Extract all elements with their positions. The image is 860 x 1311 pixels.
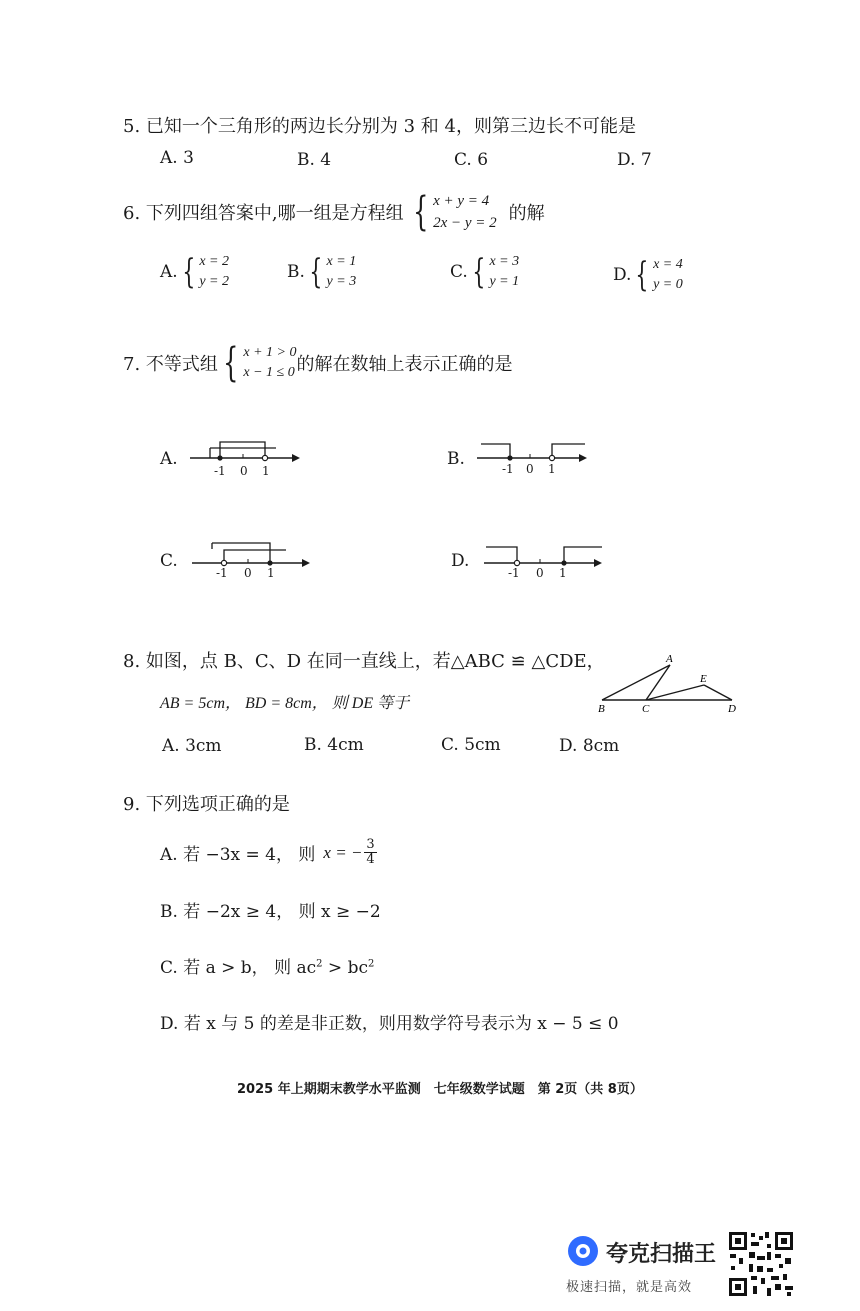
q7-system-line-1: x + 1 > 0 <box>243 345 297 360</box>
scanner-logo-icon <box>566 1234 600 1268</box>
q7-inequality-system <box>218 340 297 386</box>
q7-option-b-label: B. <box>447 449 465 469</box>
q6-option-c-label: C. <box>450 262 468 282</box>
q8-label-e: E <box>700 673 707 685</box>
q9-option-c-exponent-2: 2 <box>368 958 375 970</box>
q6-b-line-2: y = 3 <box>326 274 357 289</box>
q7-option-c-number-line <box>190 535 320 585</box>
q7-c-tick-1: 1 <box>267 566 275 580</box>
q7-d-tick-neg1: -1 <box>508 566 520 580</box>
q9-option-b: B. 若 −2x ≥ 4， 则 x ≥ −2 <box>160 902 381 922</box>
q9-option-a-x: x = − <box>323 842 363 862</box>
q6-option-a-label: A. <box>160 262 178 282</box>
q7-a-tick-0: 0 <box>240 464 248 478</box>
q7-d-tick-1: 1 <box>559 566 567 580</box>
q6-option-d <box>613 255 683 295</box>
q6-stem-prefix: 6. 下列四组答案中,哪一组是方程组 <box>123 203 404 224</box>
left-brace-icon: { <box>309 252 323 292</box>
q7-c-tick-0: 0 <box>244 566 252 580</box>
q6-option-c <box>450 252 519 292</box>
q6-a-line-2: y = 2 <box>199 274 229 289</box>
scanner-brand-slogan: 极速扫描，就是高效 <box>566 1280 693 1295</box>
q8-option-a: A. 3cm <box>162 736 222 756</box>
q7-b-tick-0: 0 <box>526 462 534 476</box>
q7-option-a-label: A. <box>160 449 178 469</box>
q7-option-b-number-line <box>475 432 595 482</box>
q9-option-c-exponent-1: 2 <box>316 958 323 970</box>
q7-option-d-number-line <box>482 535 612 585</box>
left-brace-icon: { <box>412 189 428 235</box>
q6-option-b <box>287 252 356 292</box>
page-footer: 2025 年上期期末教学水平监测 七年级数学试题 第 2页（共 8页） <box>237 1082 643 1097</box>
q9-option-a-prefix: A. 若 −3x = 4， 则 <box>160 845 316 865</box>
q6-option-a <box>160 252 229 292</box>
q7-option-c-label: C. <box>160 551 178 571</box>
q9-option-d: D. 若 x 与 5 的差是非正数，则用数学符号表示为 x − 5 ≤ 0 <box>160 1014 619 1034</box>
q5-option-d: D. 7 <box>617 150 652 170</box>
q6-b-line-1: x = 1 <box>326 254 357 269</box>
q7-stem-prefix: 7. 不等式组 <box>123 354 218 375</box>
q7-system-line-2: x − 1 ≤ 0 <box>243 365 295 380</box>
q5-option-a: A. 3 <box>160 148 194 168</box>
q7-d-tick-0: 0 <box>536 566 544 580</box>
q7-b-tick-neg1: -1 <box>502 462 514 476</box>
q9-option-a <box>160 838 377 867</box>
q7-c-tick-neg1: -1 <box>216 566 228 580</box>
left-brace-icon: { <box>222 340 239 386</box>
q8-stem-line-1: 8. 如图，点 B、C、D 在同一直线上，若△ABC ≌ △CDE， <box>123 651 605 672</box>
q7-a-tick-1: 1 <box>262 464 270 478</box>
q7-a-tick-neg1: -1 <box>214 464 226 478</box>
left-brace-icon: { <box>635 255 649 295</box>
q8-option-b: B. 4cm <box>304 735 364 755</box>
q5-option-b: B. 4 <box>297 150 332 170</box>
q6-stem-suffix: 的解 <box>508 203 545 224</box>
q5-option-c: C. 6 <box>454 150 489 170</box>
q6-option-b-label: B. <box>287 262 305 282</box>
q7-b-tick-1: 1 <box>548 462 556 476</box>
q8-option-d: D. 8cm <box>559 736 620 756</box>
q6-system-line-1: x + y = 4 <box>433 193 490 209</box>
q8-label-d: D <box>728 703 736 715</box>
q9-fraction-numerator: 3 <box>366 837 375 852</box>
q6-c-line-1: x = 3 <box>489 254 520 269</box>
q8-label-a: A <box>666 653 673 665</box>
q7-stem-suffix: 的解在数轴上表示正确的是 <box>296 354 513 375</box>
q7-option-d-label: D. <box>451 551 470 571</box>
q8-option-c: C. 5cm <box>441 735 501 755</box>
q7-option-a-number-line <box>188 432 308 482</box>
q9-option-c-prefix: C. 若 a > b， 则 ac <box>160 958 317 978</box>
q6-equation-system <box>408 190 497 234</box>
left-brace-icon: { <box>472 252 486 292</box>
q5-stem: 5. 已知一个三角形的两边长分别为 3 和 4，则第三边长不可能是 <box>123 116 636 137</box>
q8-label-c: C <box>642 703 650 715</box>
left-brace-icon: { <box>182 252 195 292</box>
q6-d-line-1: x = 4 <box>653 257 683 272</box>
scanner-brand-name: 夸克扫描王 <box>606 1242 717 1267</box>
q7-stem <box>123 340 513 386</box>
qr-code-icon <box>727 1230 795 1298</box>
q9-option-a-fraction <box>364 838 376 867</box>
q9-option-c <box>160 953 374 978</box>
q8-stem-line-2: AB = 5cm， BD = 8cm， 则 DE 等于 <box>160 695 410 712</box>
q8-label-b: B <box>598 703 605 715</box>
q6-system-line-2: 2x − y = 2 <box>433 215 497 231</box>
q9-option-c-middle: > bc <box>322 958 368 978</box>
q6-option-d-label: D. <box>613 265 632 285</box>
q6-d-line-2: y = 0 <box>653 277 683 292</box>
q6-a-line-1: x = 2 <box>199 254 229 269</box>
q6-c-line-2: y = 1 <box>489 274 520 289</box>
q8-triangle-figure <box>592 650 752 720</box>
q6-stem <box>123 190 545 234</box>
q9-fraction-denominator: 4 <box>366 852 375 867</box>
q9-stem: 9. 下列选项正确的是 <box>123 794 290 815</box>
